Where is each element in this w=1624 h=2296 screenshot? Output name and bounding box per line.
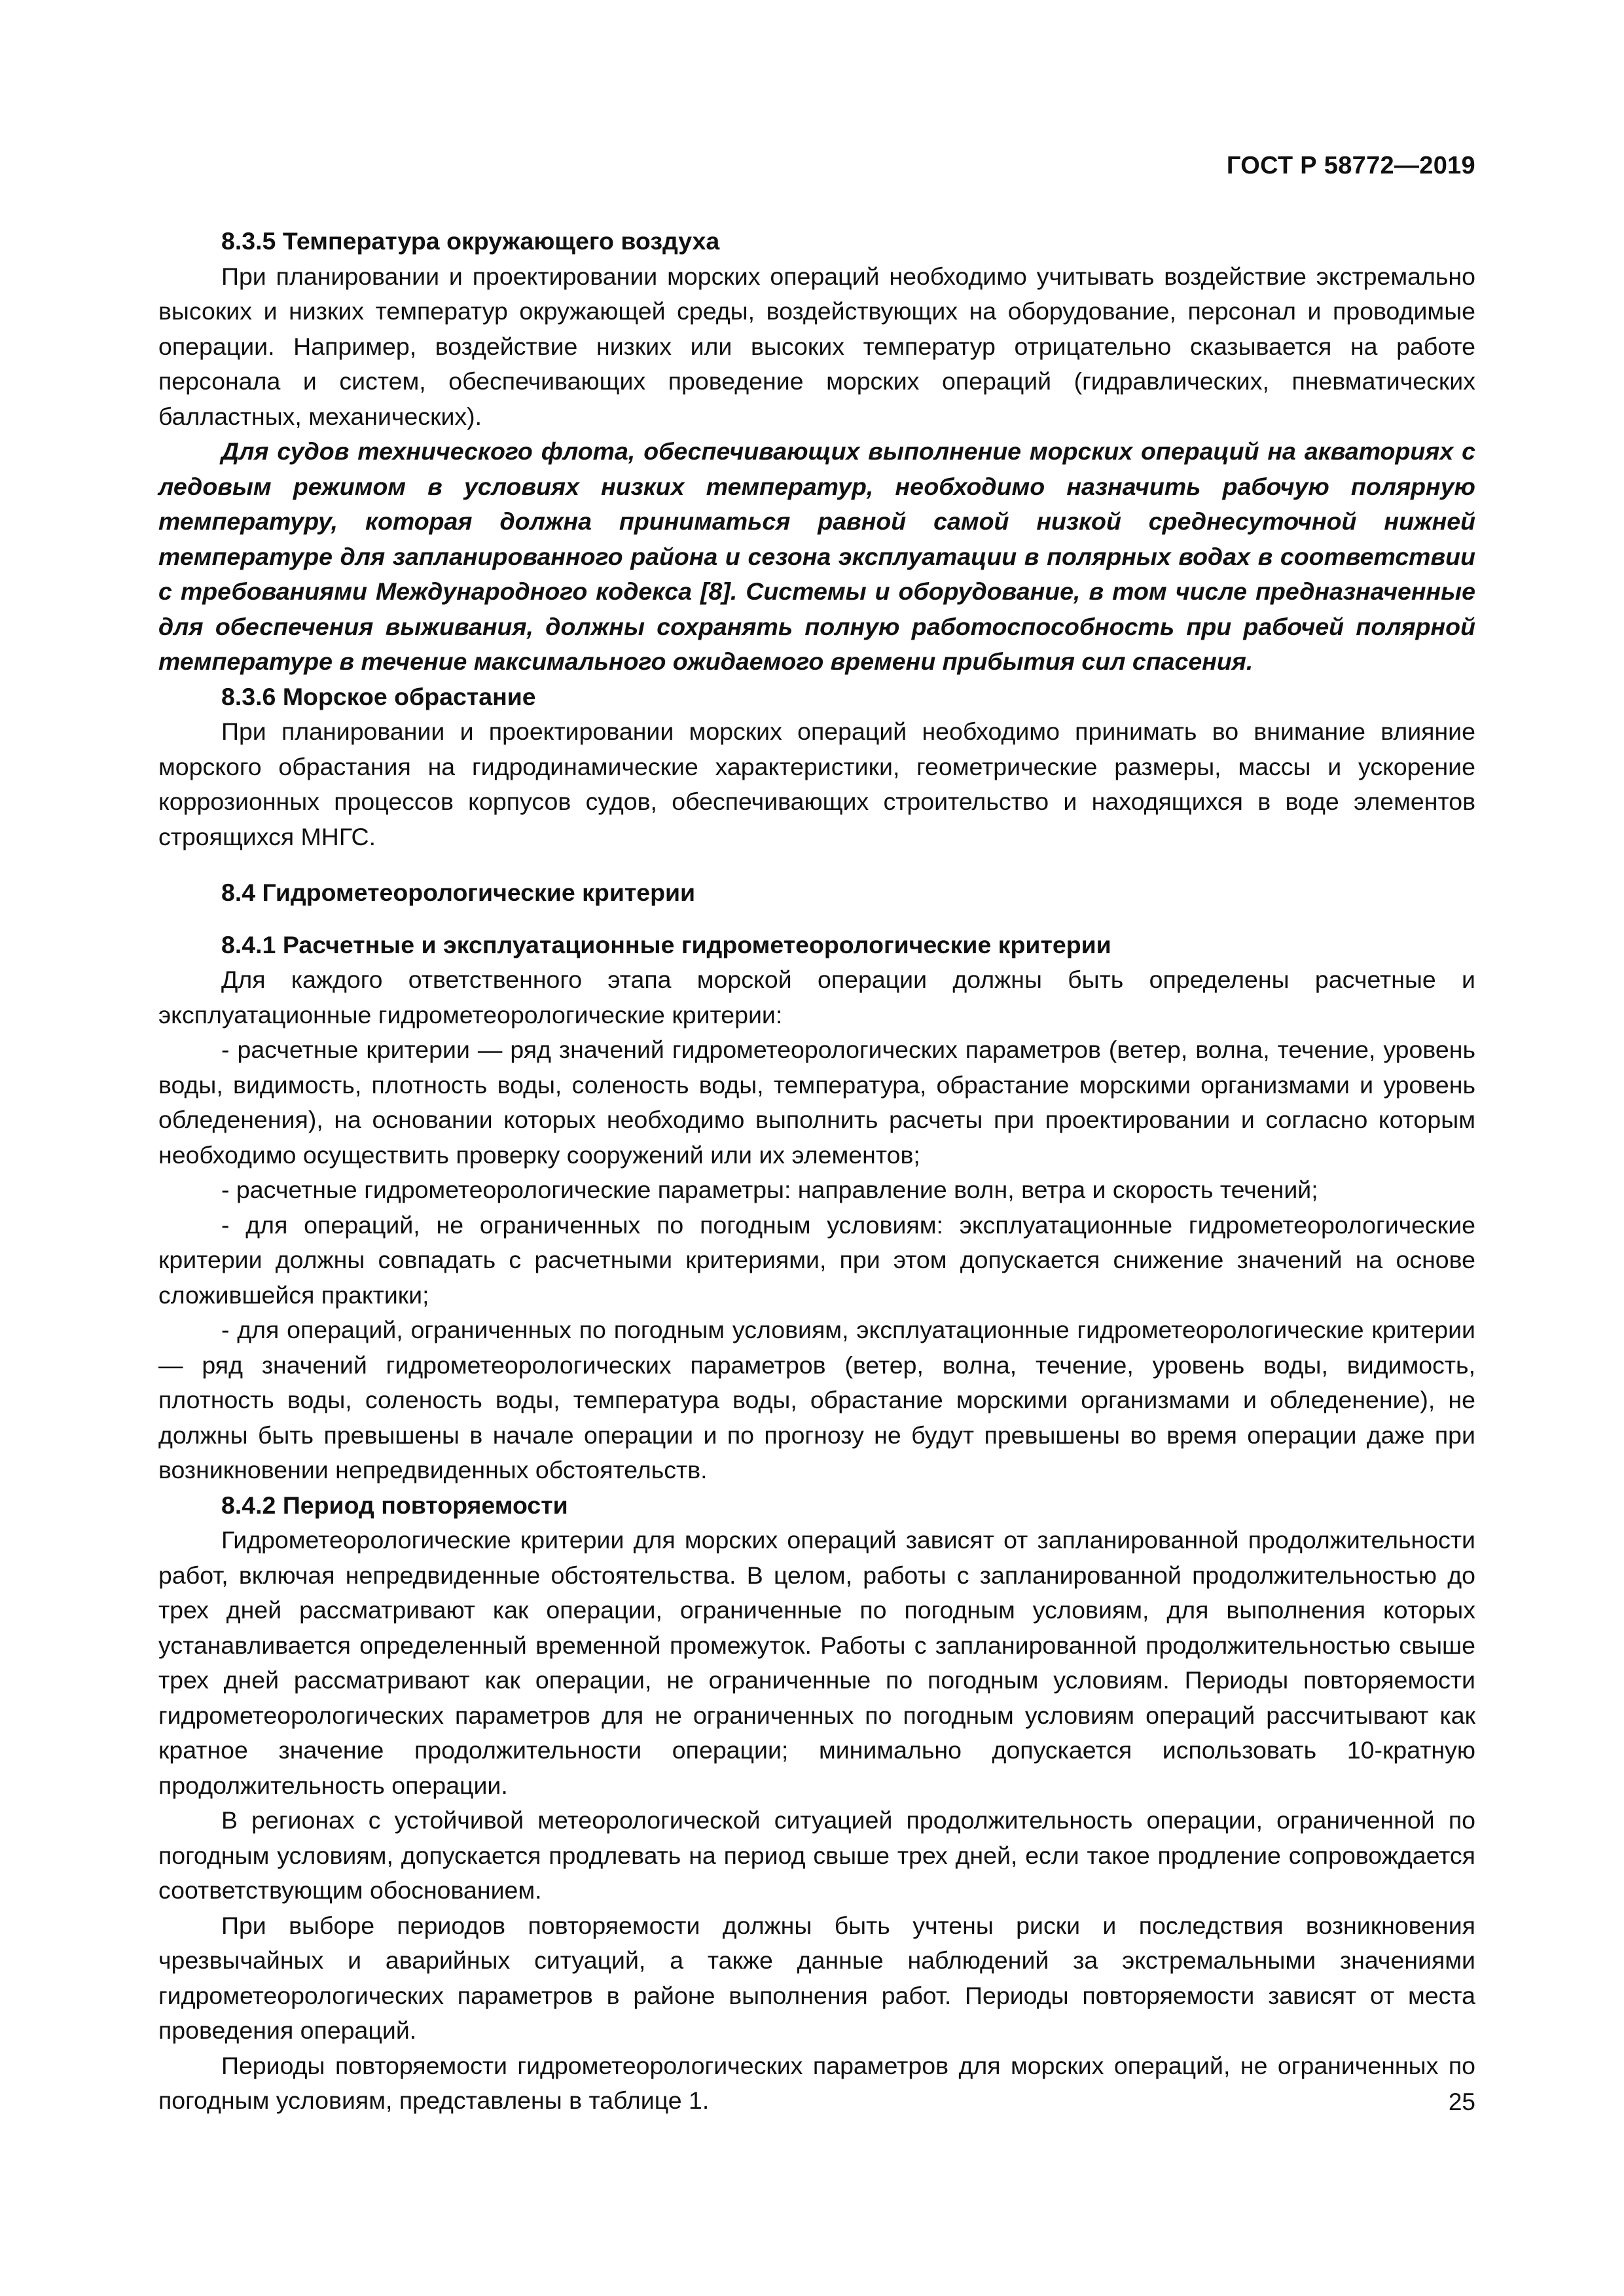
paragraph: Для каждого ответственного этапа морской операции должны быть определены расчетные и эксплуатационные гидрометеорологические критерии:: [158, 966, 1475, 1029]
section-8-4-1-heading: 8.4.1 Расчетные и эксплуатационные гидрометеорологические критерии: [221, 930, 1111, 958]
list-item: - расчетные критерии — ряд значений гидрометеорологических параметров (ветер, волна, течение, уровень воды, видимость, плотность воды, соленость воды, температура, обрастание морскими организмами и уровень обледенения), на основании которых необходимо выполнить расчеты при проектировании и согласно которым необходимо осуществить проверку сооружений или их элементов;: [158, 1036, 1475, 1169]
list-item: - для операций, не ограниченных по погодным условиям: эксплуатационные гидрометеорологические критерии должны совпадать с расчетными критериями, при этом допускается снижение значений на основе сложившейся практики;: [158, 1211, 1475, 1309]
paragraph: При планировании и проектировании морских операций необходимо учитывать воздействие экстремально высоких и низких температур окружающей среды, воздействующих на оборудование, персонал и проводимые операции. Например, воздействие низких или высоких температур отрицательно сказывается на работе персонала и систем, обеспечивающих проведение морских операций (гидравлических, пневматических балластных, механических).: [158, 262, 1475, 430]
document-code: ГОСТ Р 58772—2019: [1226, 152, 1475, 179]
section-8-4-2-heading: 8.4.2 Период повторяемости: [221, 1491, 568, 1519]
paragraph: При планировании и проектировании морских операций необходимо принимать во внимание влияние морского обрастания на гидродинамические характеристики, геометрические размеры, массы и ускорение коррозионных процессов корпусов судов, обеспечивающих строительство и находящихся в воде элементов строящихся МНГС.: [158, 718, 1475, 850]
list-item: - для операций, ограниченных по погодным условиям, эксплуатационные гидрометеорологические критерии — ряд значений гидрометеорологических параметров (ветер, волна, течение, уровень воды, видимость, плотность воды, соленость воды, температура воды, обрастание морскими организмами и обледенение), не должны быть превышены в начале операции и по прогнозу не будут превышены во время операции даже при возникновении непредвиденных обстоятельств.: [158, 1316, 1475, 1484]
paragraph: Гидрометеорологические критерии для морских операций зависят от запланированной продолжительности работ, включая непредвиденные обстоятельства. В целом, работы с запланированной продолжительностью до трех дней рассматривают как операции, ограниченные по погодным условиям, для выполнения которых устанавливается определенный временной промежуток. Работы с запланированной продолжительностью свыше трех дней рассматривают как операции, не ограниченные по погодным условиям. Периоды повторяемости гидрометеорологических параметров для не ограниченных по погодным условиям операций рассчитывают как кратное значение продолжительности операции; минимально допускается использовать 10-кратную продолжительность операции.: [158, 1526, 1475, 1799]
section-8-3-5-heading: 8.3.5 Температура окружающего воздуха: [221, 227, 720, 255]
section-8-4-heading: 8.4 Гидрометеорологические критерии: [221, 879, 696, 906]
paragraph: Периоды повторяемости гидрометеорологических параметров для морских операций, не ограниченных по погодным условиям, представлены в таблице 1.: [158, 2051, 1475, 2114]
paragraph: При выборе периодов повторяемости должны быть учтены риски и последствия возникновения чрезвычайных и аварийных ситуаций, а также данные наблюдений за экстремальными значениями гидрометеорологических параметров в районе выполнения работ. Периоды повторяемости зависят от места проведения операций.: [158, 1911, 1475, 2044]
emphasized-paragraph: Для судов технического флота, обеспечивающих выполнение морских операций на акваториях с ледовым режимом в условиях низких температур, необходимо назначить рабочую полярную температуру, которая должна приниматься равной самой низкой среднесуточной нижней температуре для запланированного района и сезона эксплуатации в полярных водах в соответствии с требованиями Международного кодекса [8]. Системы и оборудование, в том числе предназначенные для обеспечения выживания, должны сохранять полную работоспособность при рабочей полярной температуре в течение максимального ожидаемого времени прибытия сил спасения.: [158, 437, 1475, 675]
page-number: 25: [1448, 2088, 1475, 2115]
section-8-3-6-heading: 8.3.6 Морское обрастание: [221, 682, 536, 710]
list-item: - расчетные гидрометеорологические параметры: направление волн, ветра и скорость течений;: [221, 1176, 1318, 1203]
paragraph: В регионах с устойчивой метеорологической ситуацией продолжительность операции, ограниченной по погодным условиям, допускается продлевать на период свыше трех дней, если такое продление сопровождается соответствующим обоснованием.: [158, 1806, 1475, 1904]
document-body: [158, 224, 1475, 2119]
